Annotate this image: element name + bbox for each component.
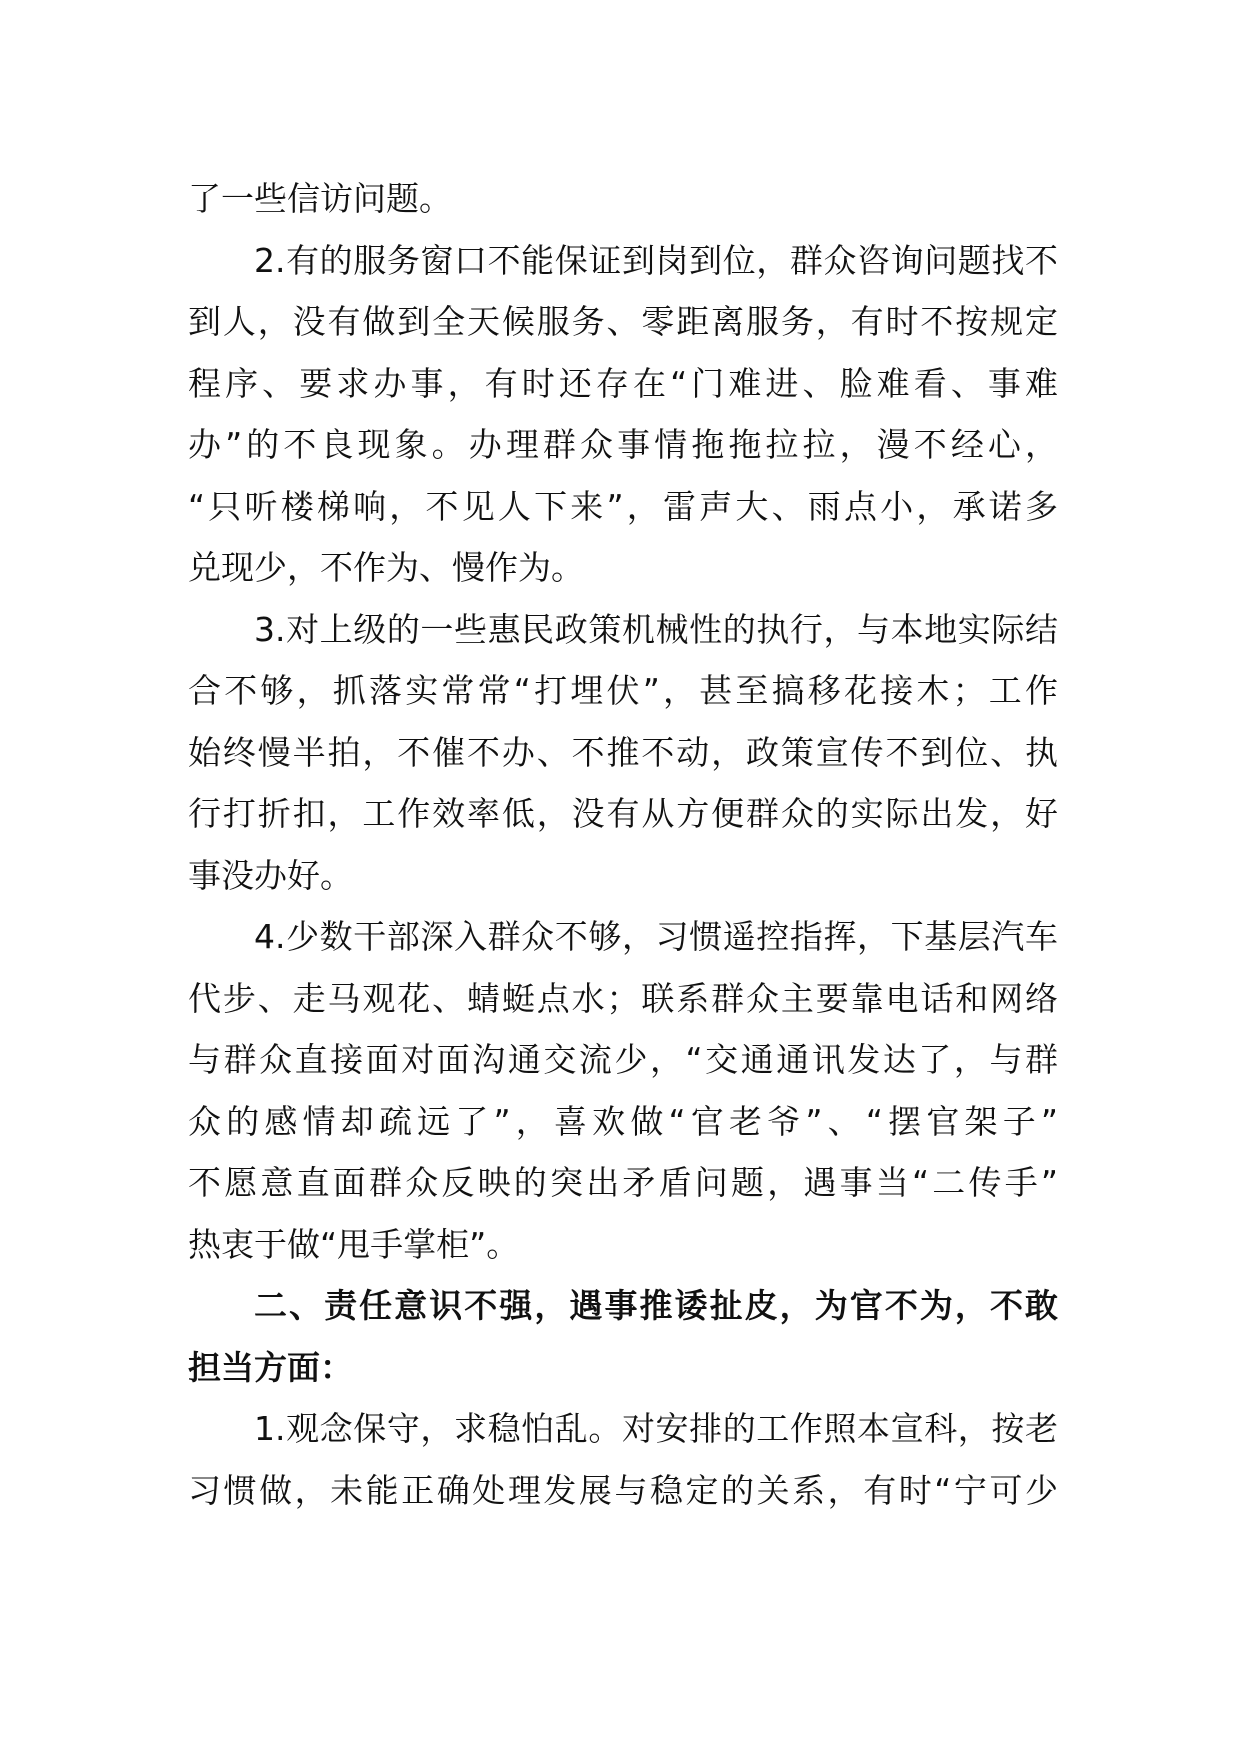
text-line: 不愿意直面群众反映的突出矛盾问题，遇事当“二传手” — [188, 1163, 1058, 1202]
text-line: 兑现少，不作为、慢作为。 — [188, 548, 584, 587]
text-line: 了一些信访问题。 — [188, 179, 452, 218]
paragraph-item-2-line: 2.有的服务窗口不能保证到岗到位，群众咨询问题找不 — [254, 240, 1058, 280]
text-line: 代步、走马观花、蜻蜓点水；联系群众主要靠电话和网络 — [188, 978, 1058, 1018]
paragraph-item-3-line: 3.对上级的一些惠民政策机械性的执行，与本地实际结 — [254, 609, 1058, 649]
text-line: 到人，没有做到全天候服务、零距离服务，有时不按规定 — [188, 302, 1058, 341]
text-line: 习惯做，未能正确处理发展与稳定的关系，有时“宁可少 — [188, 1470, 1058, 1510]
text-line: 程序、要求办事，有时还存在“门难进、脸难看、事难 — [188, 363, 1058, 403]
paragraph-item-4-line: 4.少数干部深入群众不够，习惯遥控指挥，下基层汽车 — [254, 917, 1058, 956]
text-line: 与群众直接面对面沟通交流少，“交通通讯发达了，与群 — [188, 1040, 1058, 1079]
paragraph-item-1-line: 1.观念保守，求稳怕乱。对安排的工作照本宣科，按老 — [254, 1409, 1058, 1448]
text-line: “只听楼梯响，不见人下来”，雷声大、雨点小，承诺多 — [188, 486, 1058, 526]
text-line: 众的感情却疏远了”，喜欢做“官老爷”、“摆官架子” — [188, 1101, 1058, 1141]
text-line: 办”的不良现象。办理群众事情拖拖拉拉，漫不经心， — [188, 425, 1058, 464]
text-line: 行打折扣，工作效率低，没有从方便群众的实际出发，好 — [188, 794, 1058, 833]
text-line: 事没办好。 — [188, 855, 353, 895]
text-line: 合不够，抓落实常常“打埋伏”，甚至搞移花接木；工作 — [188, 671, 1058, 710]
text-line: 热衷于做“甩手掌柜”。 — [188, 1224, 520, 1264]
section-heading-line: 担当方面： — [188, 1347, 353, 1387]
section-heading-line: 二、责任意识不强，遇事推诿扯皮，为官不为，不敢 — [254, 1286, 1058, 1325]
text-line: 始终慢半拍，不催不办、不推不动，政策宣传不到位、执 — [188, 732, 1058, 772]
document-page — [188, 168, 1058, 1521]
